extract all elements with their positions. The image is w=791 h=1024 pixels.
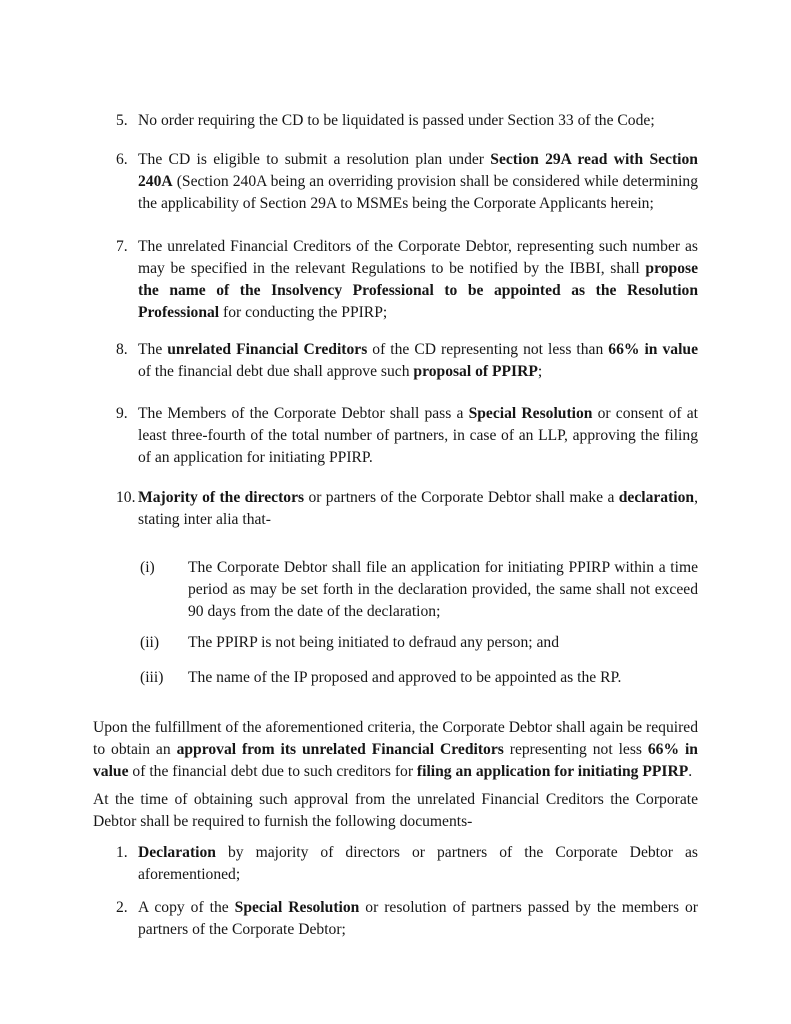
sublist-item-marker: (ii) (140, 634, 160, 651)
list-item-number: 1. (116, 844, 128, 861)
list-item-10 (93, 487, 698, 531)
sublist-item-iii (93, 667, 698, 689)
list-item-6 (93, 149, 698, 215)
sublist-item-marker: (i) (140, 559, 155, 576)
list-item-7 (93, 236, 698, 324)
list-item-number: 6. (116, 151, 128, 168)
list-item-text: Declaration by majority of directors or partners of the Corporate Debtor as aforementioned; (138, 844, 698, 883)
list-item-text: The unrelated Financial Creditors of the Corporate Debtor, representing such number as may be specified in the relevant Regulations to be notified by the IBBI, shall propose the name of the Insolvency Professional to be appointed as the Resolution Professional for conducting the PPIRP; (138, 238, 698, 321)
list-item-text: No order requiring the CD to be liquidated is passed under Section 33 of the Code; (138, 112, 655, 129)
list-item-text: A copy of the Special Resolution or resolution of partners passed by the members or partners of the Corporate Debtor; (138, 899, 698, 938)
list-item-5 (93, 110, 698, 132)
sublist-item-text: The Corporate Debtor shall file an application for initiating PPIRP within a time period as may be set forth in the declaration provided, the same shall not exceed 90 days from the date of the declaration; (188, 559, 698, 620)
sublist-item-i (93, 557, 698, 623)
list-item-text: The unrelated Financial Creditors of the CD representing not less than 66% in value of the financial debt due shall approve such proposal of PPIRP; (138, 341, 698, 380)
sublist-item-marker: (iii) (140, 669, 164, 686)
list-item-8 (93, 339, 698, 383)
documents-list-item-1 (93, 842, 698, 886)
list-item-9 (93, 403, 698, 469)
list-item-number: 5. (116, 112, 128, 129)
list-item-text: Majority of the directors or partners of the Corporate Debtor shall make a declaration, stating inter alia that- (138, 489, 698, 528)
documents-list-item-2 (93, 897, 698, 941)
list-item-text: The Members of the Corporate Debtor shall pass a Special Resolution or consent of at least three-fourth of the total number of partners, in case of an LLP, approving the filing of an application for initiating PPIRP. (138, 405, 698, 466)
paragraph-approval: Upon the fulfillment of the aforementioned criteria, the Corporate Debtor shall again be required to obtain an approval from its unrelated Financial Creditors representing not less 66% in value of the financial debt due to such creditors for filing an application for initiating PPIRP. (93, 719, 698, 780)
list-item-number: 9. (116, 405, 128, 422)
sublist-item-text: The PPIRP is not being initiated to defraud any person; and (188, 634, 560, 651)
list-item-number: 10. (116, 489, 136, 506)
list-item-number: 8. (116, 341, 128, 358)
list-item-number: 2. (116, 899, 128, 916)
list-item-number: 7. (116, 238, 128, 255)
sublist-item-text: The name of the IP proposed and approved to be appointed as the RP. (188, 669, 622, 686)
sublist-item-ii (93, 632, 698, 654)
list-item-text: The CD is eligible to submit a resolution plan under Section 29A read with Section 240A (Section 240A being an overriding provision shall be considered while determining the applicability of Section 29A to MSMEs being the Corporate Applicants herein; (138, 151, 698, 212)
paragraph-furnish-documents: At the time of obtaining such approval from the unrelated Financial Creditors the Corporate Debtor shall be required to furnish the following documents- (93, 791, 698, 830)
